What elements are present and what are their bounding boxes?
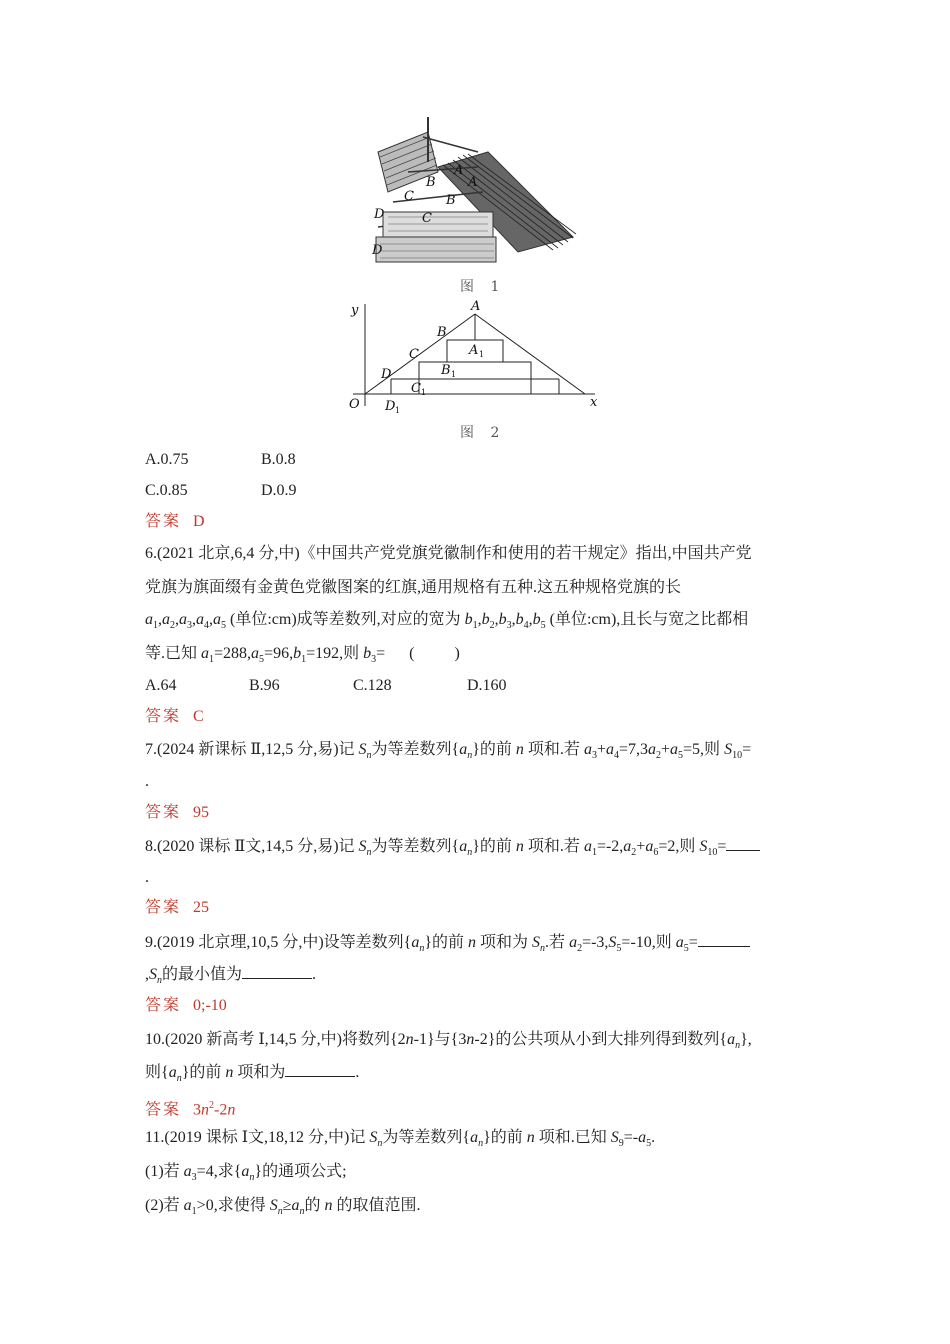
q7-line2: .: [145, 773, 149, 790]
roof-label-a: A: [454, 163, 464, 178]
q5-answer: [145, 512, 205, 532]
q9-blank-1[interactable]: [698, 932, 750, 947]
q9-line2: $,S_n$的最小值为 .: [145, 966, 317, 987]
figure2-caption: 图 2: [460, 425, 506, 441]
roof-label-d1: D: [372, 243, 383, 258]
q6-line1: 6.(2021 北京,6,4 分,中)《中国共产党党旗党徽制作和使用的若干规定》指出,中国共产党: [145, 545, 752, 562]
roof-label-b: B: [426, 175, 436, 190]
roof-label-b1: B: [446, 193, 456, 208]
point-c1: C: [411, 381, 421, 396]
roof-label-d: D: [374, 207, 385, 222]
point-a1-sub: 1: [479, 350, 485, 359]
point-a: A: [471, 299, 481, 314]
origin-label: O: [349, 397, 360, 412]
q6-option-a[interactable]: A.64: [145, 677, 177, 694]
q9-blank-2[interactable]: [242, 964, 312, 979]
q8-line2: .: [145, 869, 149, 886]
axis-x-label: x: [590, 395, 598, 410]
answer-label: 答案: [145, 513, 182, 530]
point-d1-sub: 1: [395, 406, 401, 415]
q10-line1: 10.(2020 新高考 Ⅰ,14,5 分,中)将数列{2n-1}与{3n-2}的公共项从小到大排列得到数列$\{a_n\}$,: [145, 1031, 752, 1052]
point-a1: A: [469, 343, 479, 358]
q6-options: [145, 676, 507, 696]
q8-answer: 答案 25: [145, 899, 210, 916]
q10-line2: 则$\{a_n\}$的前 n 项和为 .: [145, 1064, 360, 1085]
roof-label-a1: A: [468, 175, 478, 190]
point-d1: D: [385, 399, 396, 414]
q6-option-c[interactable]: C.128: [353, 677, 392, 694]
q6-line3: $a_1,a_2,a_3,a_4,a_5$ (单位:cm)成等差数列,对应的宽为 $b_1,b_2,b_3,b_4,b_5$ (单位:cm),且长与宽之比都相: [145, 611, 749, 632]
answer-value: D: [193, 513, 205, 530]
q5-option-b[interactable]: B.0.8: [261, 451, 296, 468]
q11-line1: 11.(2019 课标 Ⅰ文,18,12 分,中)记 $S_n$为等差数列$\{a_n\}$的前 n 项和.已知 $S_9=-a_5$.: [145, 1129, 656, 1150]
q9-answer: 答案 0;-10: [145, 997, 227, 1014]
q10-answer: 答案 $3n^2-2n$: [145, 1100, 236, 1119]
q5-option-c[interactable]: C.0.85: [145, 482, 188, 499]
q5-option-a[interactable]: A.0.75: [145, 451, 189, 468]
q5-option-d[interactable]: D.0.9: [261, 482, 297, 499]
point-b: B: [437, 325, 447, 340]
point-c: C: [409, 347, 419, 362]
roof-label-c: C: [404, 189, 414, 204]
q6-line4: 等.已知 $a_1=288,a_5=96,b_1=192$,则 $b_3=$ ( ): [145, 645, 460, 666]
q11-part1: (1)若 $a_3=4$,求$\{a_n\}$的通项公式;: [145, 1163, 347, 1184]
axis-y-label: y: [351, 303, 359, 318]
q6-option-d[interactable]: D.160: [467, 677, 507, 694]
q11-part2: (2)若 $a_1>0$,求使得 $S_n\ge a_n$的 n 的取值范围.: [145, 1197, 421, 1218]
q8-line1: 8.(2020 课标 Ⅱ文,14,5 分,易)记 $S_n$为等差数列$\{a_n\}$的前 n 项和.若 $a_1=-2,a_2+a_6=2$,则 $S_{10}=$: [145, 836, 760, 863]
roof-illustration: [368, 112, 584, 272]
q10-blank[interactable]: [285, 1062, 355, 1077]
q7-line1: 7.(2024 新课标 Ⅱ,12,5 分,易)记 $S_n$为等差数列$\{a_n\}$的前 n 项和.若 $a_3+a_4=7,3a_2+a_5=5$,则 $S_{10}=$: [145, 741, 752, 762]
roof-label-c1: C: [422, 211, 432, 226]
figure1-caption: 图 1: [460, 279, 506, 295]
point-b1-sub: 1: [451, 370, 457, 379]
q7-answer: 答案 95: [145, 804, 210, 821]
q9-line1: 9.(2019 北京理,10,5 分,中)设等差数列$\{a_n\}$的前 n 项和为 $S_n$.若 $a_2=-3,S_5=-10$,则 $a_5=$: [145, 932, 750, 959]
point-c1-sub: 1: [421, 388, 427, 397]
q5-options-row2: [145, 481, 297, 501]
point-b1: B: [441, 363, 451, 378]
q6-answer: 答案 C: [145, 708, 204, 725]
q6-option-b[interactable]: B.96: [249, 677, 280, 694]
point-d: D: [381, 367, 392, 382]
q8-blank[interactable]: [726, 836, 760, 851]
q6-line2: 党旗为旗面缀有金黄色党徽图案的红旗,通用规格有五种.这五种规格党旗的长: [145, 579, 682, 596]
coordinate-diagram: [345, 298, 605, 416]
q5-options-row1: [145, 450, 296, 470]
